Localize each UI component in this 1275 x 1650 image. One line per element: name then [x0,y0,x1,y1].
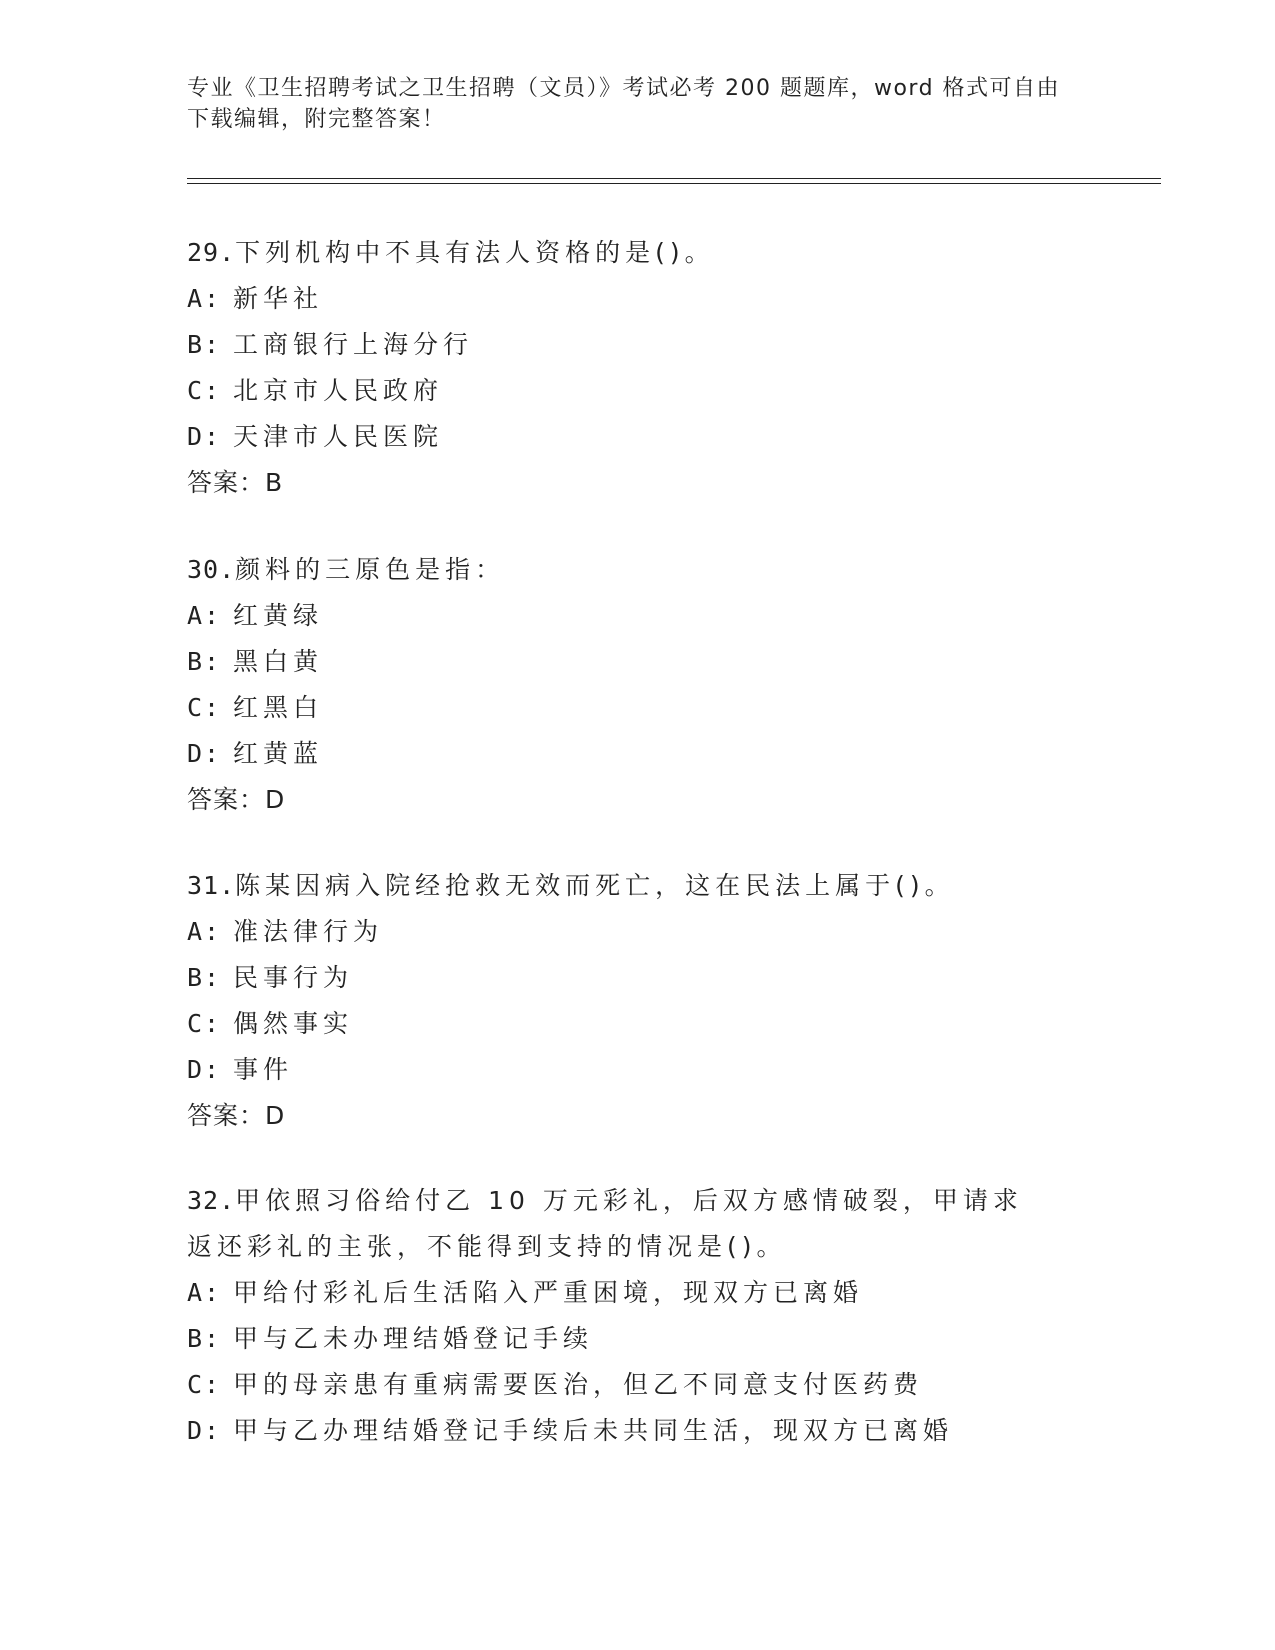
question-number: 30. [187,555,236,584]
question-number: 31. [187,871,236,900]
option-letter: A: [187,1278,222,1307]
option-text: 事件 [233,1055,294,1084]
question-stem [187,230,1087,276]
option-d [187,731,1087,777]
option-text: 甲与乙办理结婚登记手续后未共同生活，现双方已离婚 [233,1416,954,1445]
option-letter: B: [187,647,222,676]
option-text: 准法律行为 [233,917,384,946]
option-b [187,639,1087,685]
option-b [187,955,1087,1001]
option-letter: A: [187,601,222,630]
option-c [187,1362,1087,1408]
option-a [187,276,1087,322]
option-a [187,1270,1087,1316]
answer-line: 答案：D [187,1101,286,1130]
option-c [187,368,1087,414]
answer-line: 答案：D [187,785,286,814]
option-letter: B: [187,1324,222,1353]
option-letter: C: [187,1009,222,1038]
question-number: 29. [187,238,236,267]
option-letter: D: [187,1055,222,1084]
header-divider-bottom [187,183,1161,184]
question-text: 颜料的三原色是指： [235,555,506,584]
option-text: 偶然事实 [233,1009,354,1038]
question-stem [187,547,1087,593]
option-letter: B: [187,330,222,359]
option-letter: D: [187,739,222,768]
header-divider-top [187,178,1161,179]
option-letter: D: [187,422,222,451]
option-text: 北京市人民政府 [233,376,444,405]
option-letter: B: [187,963,222,992]
option-letter: C: [187,376,222,405]
option-text: 甲的母亲患有重病需要医治，但乙不同意支付医药费 [233,1370,924,1399]
option-text: 黑白黄 [233,647,324,676]
option-text: 天津市人民医院 [233,422,444,451]
option-text: 民事行为 [233,963,354,992]
option-d [187,414,1087,460]
question-text: 下列机构中不具有法人资格的是()。 [235,238,715,267]
question-text: 甲依照习俗给付乙 10 万元彩礼，后双方感情破裂，甲请求返还彩礼的主张，不能得到支持的情况是()。 [187,1186,1023,1261]
option-letter: A: [187,284,222,313]
option-a [187,909,1087,955]
option-text: 红黄绿 [233,601,324,630]
question-stem [187,863,1087,909]
question-32 [187,1178,1087,1454]
option-text: 甲与乙未办理结婚登记手续 [233,1324,594,1353]
option-c [187,685,1087,731]
question-30 [187,547,1087,823]
option-d [187,1047,1087,1093]
question-number: 32. [187,1186,236,1215]
question-29 [187,230,1087,506]
option-a [187,593,1087,639]
option-letter: D: [187,1416,222,1445]
option-b [187,322,1087,368]
option-d [187,1408,1087,1454]
option-letter: C: [187,693,222,722]
question-31 [187,863,1087,1139]
option-text: 红黑白 [233,693,324,722]
question-text: 陈某因病入院经抢救无效而死亡，这在民法上属于()。 [235,871,955,900]
option-c [187,1001,1087,1047]
option-text: 红黄蓝 [233,739,324,768]
option-letter: A: [187,917,222,946]
option-text: 工商银行上海分行 [233,330,474,359]
option-b [187,1316,1087,1362]
question-stem [187,1178,1047,1270]
answer-line: 答案：B [187,468,284,497]
option-letter: C: [187,1370,222,1399]
option-text: 新华社 [233,284,324,313]
option-text: 甲给付彩礼后生活陷入严重困境，现双方已离婚 [233,1278,864,1307]
document-header: 专业《卫生招聘考试之卫生招聘（文员）》考试必考 200 题题库，word 格式可自由下载编辑，附完整答案！ [187,76,1061,132]
